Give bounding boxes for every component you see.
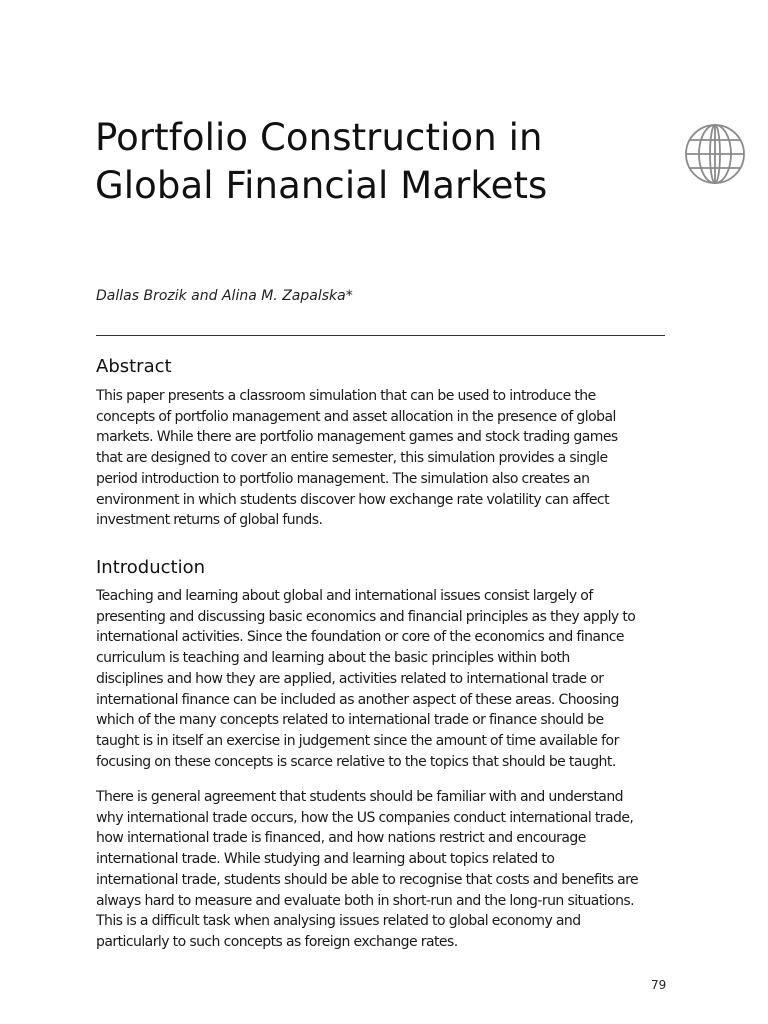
title-line: Global Financial Markets [95,164,548,207]
text-line: which of the many concepts related to international trade or finance should be [96,712,604,729]
text-line: disciplines and how they are applied, activities related to international trade or [96,670,604,687]
text-line: environment in which students discover how exchange rate volatility can affect [96,491,610,508]
globe-icon [684,123,746,185]
introduction-heading: Introduction [96,557,206,578]
text-line: international trade, students should be able to recognise that costs and benefits are [96,871,639,888]
divider-rule [96,335,665,336]
text-line: markets. While there are portfolio management games and stock trading games [96,429,618,446]
text-line: investment returns of global funds. [96,512,323,529]
paper-title [95,114,655,210]
text-line: focusing on these concepts is scarce relative to the topics that should be taught. [96,753,616,770]
text-line: how international trade is financed, and how nations restrict and encourage [96,830,586,847]
abstract-paragraph [96,386,696,531]
text-line: There is general agreement that students should be familiar with and understand [96,789,623,805]
text-line: This paper presents a classroom simulation that can be used to introduce the [96,388,596,404]
text-line: presenting and discussing basic economics and financial principles as they apply to [96,608,636,625]
page-number: 79 [651,978,667,992]
text-line: that are designed to cover an entire semester, this simulation provides a single [96,450,608,467]
text-line: always hard to measure and evaluate both in short-run and the long-run situations. [96,892,635,909]
text-line: international trade. While studying and learning about topics related to [96,851,555,868]
text-line: concepts of portfolio management and asset allocation in the presence of global [96,408,616,425]
text-line: period introduction to portfolio management. The simulation also creates an [96,470,590,487]
text-line: taught is in itself an exercise in judgement since the amount of time available for [96,732,619,749]
text-line: particularly to such concepts as foreign exchange rates. [96,933,458,950]
introduction-paragraph [96,787,696,953]
text-line: Teaching and learning about global and international issues consist largely of [96,588,593,604]
text-line: curriculum is teaching and learning about the basic principles within both [96,650,570,667]
title-line: Portfolio Construction in [95,116,543,159]
text-line: why international trade occurs, how the US companies conduct international trade, [96,809,634,826]
abstract-heading: Abstract [96,356,172,377]
text-line: international finance can be included as another aspect of these areas. Choosing [96,691,619,708]
authors: Dallas Brozik and Alina M. Zapalska* [96,288,353,304]
text-line: This is a difficult task when analysing issues related to global economy and [96,913,581,930]
introduction-paragraph [96,586,696,772]
text-line: international activities. Since the foundation or core of the economics and finance [96,629,624,646]
